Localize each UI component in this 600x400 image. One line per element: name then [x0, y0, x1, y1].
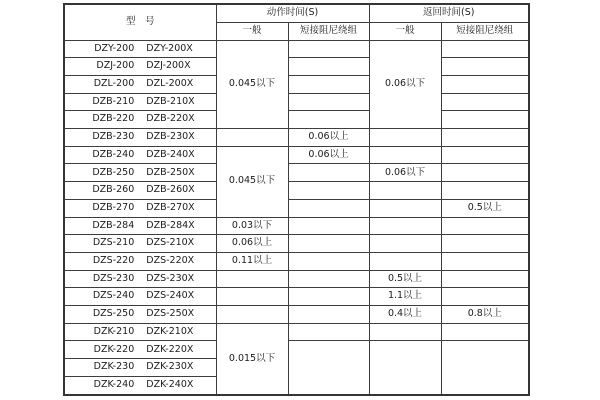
relay-spec-table [63, 3, 530, 396]
model-pair [65, 238, 216, 248]
value-cell: 1.1以上 [369, 288, 441, 306]
model-name-x-variant: DZK-240X [146, 379, 194, 391]
value-cell [441, 323, 529, 341]
value-cell [369, 217, 441, 235]
table-header [64, 4, 529, 40]
table-row [64, 129, 529, 147]
value-cell [369, 341, 441, 395]
header-return-time: 返回时间(S) [369, 4, 529, 22]
model-name-x-variant: DZY-200X [146, 42, 193, 54]
value-cell [441, 252, 529, 270]
value-cell [216, 129, 288, 147]
header-return-damping: 短接阻尼绕组 [441, 22, 529, 40]
model-pair [65, 291, 216, 301]
model-name-base: DZB-240 [92, 148, 135, 160]
model-pair [65, 362, 216, 372]
model-name-base: DZJ-200 [96, 60, 135, 72]
value-cell [441, 235, 529, 253]
value-cell [441, 270, 529, 288]
model-name-x-variant: DZL-200X [146, 78, 194, 90]
value-cell [441, 129, 529, 147]
value-cell [369, 146, 441, 164]
model-name-base: DZK-230 [93, 361, 135, 373]
table-row [64, 40, 529, 58]
value-cell [369, 323, 441, 341]
value-cell: 0.015以下 [216, 323, 288, 395]
model-name-base: DZS-220 [92, 255, 135, 267]
value-cell: 0.5以上 [441, 199, 529, 217]
model-name-base: DZK-210 [93, 325, 135, 337]
value-cell [216, 288, 288, 306]
value-cell [288, 164, 369, 182]
value-cell [288, 217, 369, 235]
model-name-x-variant: DZK-230X [146, 361, 194, 373]
value-cell [441, 164, 529, 182]
model-name-base: DZB-230 [92, 131, 135, 143]
header-row-groups [64, 4, 529, 22]
model-name-x-variant: DZB-260X [146, 184, 195, 196]
model-cell [64, 75, 216, 93]
table-row [64, 111, 529, 129]
model-name-base: DZB-270 [92, 201, 135, 213]
model-pair [65, 203, 216, 213]
model-name-x-variant: DZB-220X [146, 113, 195, 125]
model-pair [65, 221, 216, 231]
model-cell [64, 111, 216, 129]
value-cell [216, 306, 288, 324]
table-row [64, 288, 529, 306]
model-cell [64, 93, 216, 111]
model-name-x-variant: DZB-284X [146, 219, 195, 231]
value-cell [288, 306, 369, 324]
value-cell [288, 199, 369, 217]
value-cell [288, 323, 369, 341]
model-cell [64, 199, 216, 217]
table-row [64, 146, 529, 164]
model-pair [65, 274, 216, 284]
model-name-x-variant: DZK-210X [146, 325, 194, 337]
value-cell: 0.4以上 [369, 306, 441, 324]
value-cell [288, 111, 369, 129]
value-cell [288, 270, 369, 288]
model-cell [64, 323, 216, 341]
model-pair [65, 44, 216, 54]
model-pair [65, 380, 216, 390]
model-cell [64, 146, 216, 164]
header-model: 型 号 [64, 4, 216, 40]
model-pair [65, 185, 216, 195]
value-cell [369, 129, 441, 147]
model-pair [65, 327, 216, 337]
model-name-x-variant: DZB-250X [146, 166, 195, 178]
value-cell [441, 111, 529, 129]
table-row [64, 235, 529, 253]
model-name-base: DZB-250 [92, 166, 135, 178]
table-row [64, 323, 529, 341]
model-name-x-variant: DZK-220X [146, 343, 194, 355]
value-cell [441, 146, 529, 164]
model-name-x-variant: DZS-210X [146, 237, 195, 249]
value-cell [288, 252, 369, 270]
value-cell [441, 40, 529, 58]
model-name-x-variant: DZS-230X [146, 272, 195, 284]
header-action-damping: 短接阻尼绕组 [288, 22, 369, 40]
model-name-base: DZB-284 [92, 219, 135, 231]
model-name-x-variant: DZB-210X [146, 95, 195, 107]
value-cell: 0.8以上 [441, 306, 529, 324]
table-row [64, 341, 529, 359]
model-cell [64, 288, 216, 306]
value-cell [288, 235, 369, 253]
model-pair [65, 79, 216, 89]
model-cell [64, 129, 216, 147]
table-row [64, 182, 529, 200]
model-name-base: DZS-230 [92, 272, 135, 284]
model-pair [65, 97, 216, 107]
value-cell [288, 182, 369, 200]
model-name-x-variant: DZS-240X [146, 290, 195, 302]
model-cell [64, 40, 216, 58]
value-cell [369, 182, 441, 200]
value-cell [369, 199, 441, 217]
value-cell [288, 40, 369, 58]
value-cell: 0.03以下 [216, 217, 288, 235]
model-pair [65, 150, 216, 160]
table-row [64, 58, 529, 76]
model-cell [64, 252, 216, 270]
table-row [64, 75, 529, 93]
model-pair [65, 345, 216, 355]
model-name-base: DZK-240 [93, 379, 135, 391]
table-row [64, 252, 529, 270]
value-cell [441, 217, 529, 235]
model-cell [64, 164, 216, 182]
model-pair [65, 256, 216, 266]
value-cell: 0.11以上 [216, 252, 288, 270]
value-cell [216, 270, 288, 288]
model-name-x-variant: DZB-270X [146, 201, 195, 213]
model-pair [65, 132, 216, 142]
model-name-base: DZL-200 [93, 78, 135, 90]
value-cell: 0.06以上 [288, 129, 369, 147]
model-pair [65, 114, 216, 124]
value-cell: 0.5以上 [369, 270, 441, 288]
value-cell: 0.06以下 [369, 40, 441, 129]
model-name-base: DZB-210 [92, 95, 135, 107]
header-action-general: 一般 [216, 22, 288, 40]
model-name-base: DZK-220 [93, 343, 135, 355]
table-row [64, 217, 529, 235]
model-name-x-variant: DZB-230X [146, 131, 195, 143]
model-name-base: DZS-210 [92, 237, 135, 249]
value-cell: 0.06以上 [216, 235, 288, 253]
value-cell: 0.045以下 [216, 40, 288, 129]
value-cell [288, 93, 369, 111]
model-cell [64, 182, 216, 200]
model-name-base: DZB-220 [92, 113, 135, 125]
table-row [64, 306, 529, 324]
model-name-base: DZY-200 [94, 42, 135, 54]
table-row [64, 164, 529, 182]
model-cell [64, 306, 216, 324]
value-cell [288, 288, 369, 306]
value-cell [441, 182, 529, 200]
model-pair [65, 61, 216, 71]
value-cell [441, 288, 529, 306]
model-pair [65, 309, 216, 319]
model-cell [64, 376, 216, 395]
header-return-general: 一般 [369, 22, 441, 40]
model-cell [64, 217, 216, 235]
model-cell [64, 359, 216, 377]
model-cell [64, 58, 216, 76]
table-row [64, 199, 529, 217]
value-cell [288, 341, 369, 395]
model-cell [64, 341, 216, 359]
model-name-base: DZB-260 [92, 184, 135, 196]
value-cell [369, 235, 441, 253]
value-cell [288, 75, 369, 93]
model-cell [64, 235, 216, 253]
model-name-x-variant: DZS-250X [146, 308, 195, 320]
model-name-x-variant: DZB-240X [146, 148, 195, 160]
value-cell [288, 58, 369, 76]
value-cell: 0.06以上 [288, 146, 369, 164]
model-name-x-variant: DZJ-200X [146, 60, 191, 72]
value-cell: 0.045以下 [216, 146, 288, 217]
model-name-x-variant: DZS-220X [146, 255, 195, 267]
value-cell [441, 75, 529, 93]
table-body [64, 40, 529, 395]
model-pair [65, 168, 216, 178]
header-action-time: 动作时间(S) [216, 4, 369, 22]
table-row [64, 270, 529, 288]
value-cell [441, 341, 529, 395]
value-cell [369, 252, 441, 270]
value-cell [441, 58, 529, 76]
value-cell: 0.06以下 [369, 164, 441, 182]
model-cell [64, 270, 216, 288]
model-name-base: DZS-240 [92, 290, 135, 302]
value-cell [441, 93, 529, 111]
model-name-base: DZS-250 [92, 308, 135, 320]
table-row [64, 93, 529, 111]
